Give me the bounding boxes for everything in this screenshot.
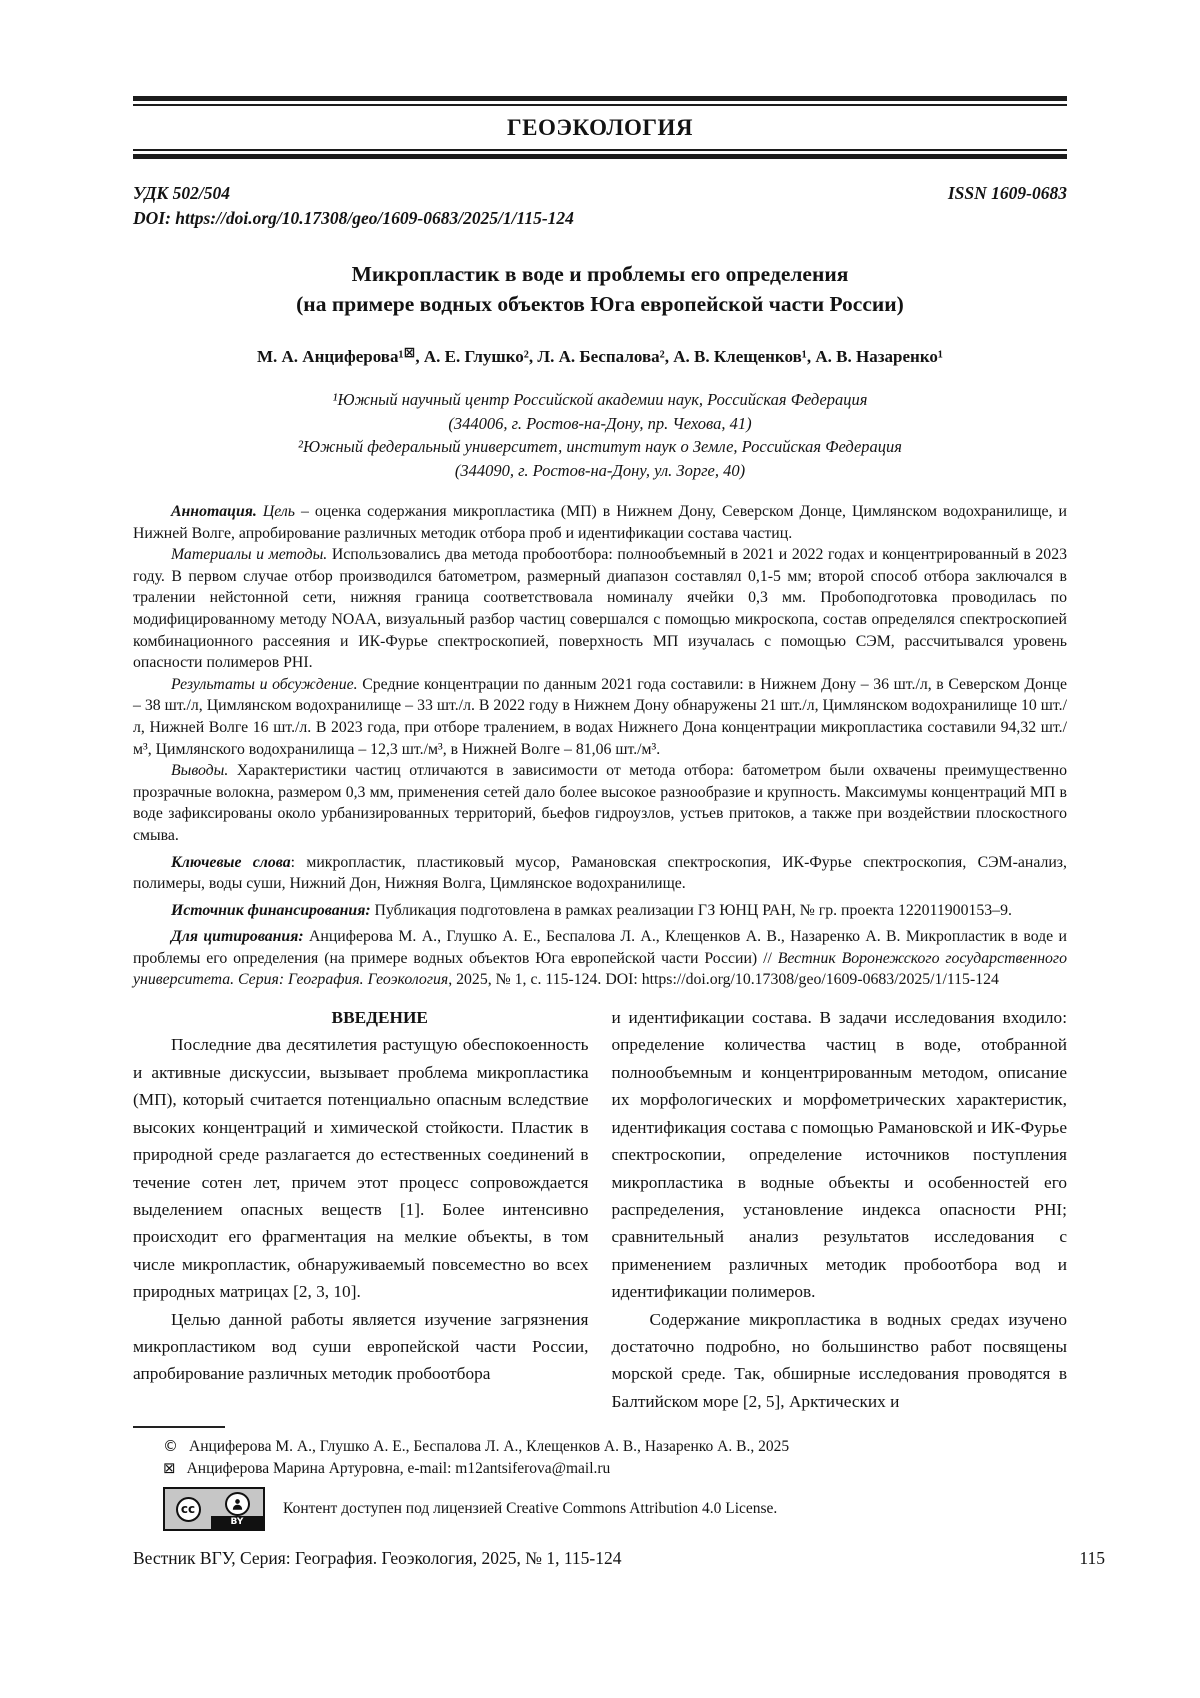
abstract-paragraph-results (133, 674, 1067, 760)
page-number: 115 (1079, 1548, 1105, 1569)
abstract-sublabel: Цель (256, 503, 295, 520)
article-title (133, 259, 1067, 319)
udk-label: УДК 502/504 (133, 183, 231, 203)
page-footer (133, 1548, 1105, 1569)
intro-left-column (133, 1004, 589, 1415)
article-title-line2: (на примере водных объектов Юга европейской части России) (296, 292, 904, 316)
cc-badge-right (211, 1489, 263, 1529)
introduction-two-columns (133, 1004, 1067, 1415)
authors-rest: , А. Е. Глушко², Л. А. Беспалова², А. В. Клещенков¹, А. В. Назаренко¹ (415, 347, 943, 366)
license-text: Контент доступен под лицензией Creative Commons Attribution 4.0 License. (283, 1500, 778, 1518)
author-first: М. А. Анциферова¹ (256, 347, 404, 366)
abstract-label: Выводы. (171, 762, 229, 780)
affiliation-line: ¹Южный научный центр Российской академии наук, Российская Федерация (332, 390, 868, 409)
intro-paragraph: Содержание микропластика в водных средах изучено достаточно подробно, но большинство работ посвящены морской среде. Так, обширные исследования проводятся в Балтийском море [2, 5], Арктических и (611, 1309, 1067, 1411)
citation-text: Анциферова М. А., Глушко А. Е., Беспалова Л. А., Клещенков А. В., Назаренко А. В. Микропластик в воде и проблемы его определения (на примере водных объектов Юга европейской части России) // (133, 928, 1067, 967)
copyright-icon: © (163, 1437, 178, 1456)
abstract-label: Материалы и методы. (171, 546, 328, 564)
footnote-separator (133, 1426, 225, 1428)
abstract-section (133, 501, 1067, 991)
cc-badge-left (165, 1489, 211, 1529)
copyright-text: Анциферова М. А., Глушко А. Е., Беспалова Л. А., Клещенков А. В., Назаренко А. В., 2025 (189, 1438, 790, 1456)
corresponding-author-line (133, 1459, 1067, 1478)
citation-text-tail[interactable]: , 2025, № 1, с. 115-124. DOI: https://doi.org/10.17308/geo/1609-0683/2025/1/115-124 (448, 971, 999, 989)
journal-citation-footer: Вестник ВГУ, Серия: География. Геоэкология, 2025, № 1, 115-124 (133, 1548, 622, 1569)
affiliation-block (133, 388, 1067, 482)
abstract-paragraph-goal (133, 501, 1067, 544)
funding-text: Публикация подготовлена в рамках реализации ГЗ ЮНЦ РАН, № гр. проекта 122011900153–9. (370, 901, 1012, 919)
introduction-heading: ВВЕДЕНИЕ (331, 1008, 428, 1028)
section-title: ГЕОЭКОЛОГИЯ (507, 115, 693, 140)
cc-by-badge (163, 1487, 265, 1531)
abstract-paragraph-conclusions (133, 760, 1067, 846)
corresponding-author-email[interactable]: Анциферова Марина Артуровна, e-mail: m12antsiferova@mail.ru (186, 1460, 611, 1478)
doi-line[interactable]: DOI: https://doi.org/10.17308/geo/1609-0683/2025/1/115-124 (133, 208, 574, 228)
affiliation-line: (344006, г. Ростов-на-Дону, пр. Чехова, 41) (448, 413, 752, 433)
abstract-text: – оценка содержания микропластика (МП) в Нижнем Дону, Северском Донце, Цимлянском водохранилище, и Нижней Волге, апробирование различных методик отбора проб и идентификации состава частиц. (133, 503, 1067, 542)
keywords-label: Ключевые слова (171, 853, 291, 871)
abstract-text: Средние концентрации по данным 2021 года составили: в Нижнем Дону – 36 шт./л, в Северском Донце – 38 шт./л, Цимлянском водохранилище – 33 шт./л. В 2022 году в Нижнем Дону обнаружены 21 шт./л, Цимлянском водохранилище 10 шт./л, Нижней Волге 16 шт./л. В 2023 года, при отборе тралением, в водах Нижнего Дона концентрации микропластика составили 94,32 шт./м³, Цимлянского водохранилища – 12,3 шт./м³, в Нижней Волге – 81,06 шт./м³. (133, 675, 1068, 758)
abstract-text: Характеристики частиц отличаются в зависимости от метода отбора: батометром были охвачены преимущественно прозрачные волокна, размером 0,3 мм, применения сетей дало более высокое разнообразие и крупность. Максимумы концентраций МП в воде зафиксированы около урбанизированных территорий, бьефов гидроузлов, устьев притоков, а также при воздействии плоскостного смыва. (133, 762, 1067, 844)
funding-paragraph (133, 900, 1067, 922)
intro-paragraph: и идентификации состава. В задачи исследования входило: определение количества частиц в воде, отобранной полнообъемным и концентрированным методом, описание их морфологических и морфометрических характеристик, идентификация состава с помощью Рамановской и ИК-Фурье спектроскопии, определение источников поступления микропластика в водные объекты и особенностей его распределения, установление индекса опасности PHI; сравнительный анализ результатов исследования с применением различных методик пробоотбора вод и идентификации полимеров. (611, 1008, 1067, 1302)
citation-journal-italic: Вестник Воронежского государственного университета. Серия: География. Геоэкология (133, 949, 1067, 989)
issn-label: ISSN 1609-0683 (947, 183, 1067, 203)
by-label: BY (211, 1516, 263, 1529)
citation-paragraph (133, 926, 1067, 991)
header-double-rule-top (133, 96, 1067, 106)
article-title-line1: Микропластик в воде и проблемы его определения (351, 262, 849, 286)
funding-label: Источник финансирования: (171, 901, 371, 919)
abstract-label: Результаты и обсуждение. (171, 675, 358, 693)
affiliation-line: (344090, г. Ростов-на-Дону, ул. Зорге, 40) (454, 460, 746, 480)
corresponding-envelope-icon: ⊠ (403, 345, 416, 361)
abstract-label: Аннотация. (171, 503, 257, 520)
keywords-text: : микропластик, пластиковый мусор, Рамановская спектроскопия, ИК-Фурье спектроскопия, СЭМ-анализ, полимеры, воды суши, Нижний Дон, Нижняя Волга, Цимлянское водохранилище. (133, 853, 1067, 893)
intro-paragraph: Последние два десятилетия растущую обеспокоенность и активные дискуссии, вызывает проблема микропластика (МП), который считается потенциально опасным вследствие высоких концентраций и химической стойкости. Пластик в природной среде разлагается до естественных соединений в течение сотен лет, причем этот процесс сопровождается выделением опасных веществ [1]. Более интенсивно происходит его фрагментация на мелкие объекты, в том числе микропластик, обнаруживаемый повсеместно во всех природных матрицах [2, 3, 10]. (133, 1035, 589, 1302)
citation-label: Для цитирования: (171, 928, 304, 946)
authors-line (133, 346, 1067, 367)
copyright-line (133, 1437, 1067, 1456)
header-double-rule-bottom (133, 149, 1067, 159)
keywords-paragraph (133, 852, 1067, 895)
abstract-paragraph-methods (133, 544, 1067, 674)
intro-right-column (612, 1004, 1068, 1415)
affiliation-line: ²Южный федеральный университет, институт наук о Земле, Российская Федерация (298, 437, 902, 456)
license-line (133, 1487, 1067, 1531)
intro-paragraph: Целью данной работы является изучение загрязнения микропластиком вод суши европейской части России, апробирование различных методик пробоотбора (133, 1309, 589, 1384)
cc-icon: cc (176, 1497, 201, 1522)
abstract-text: Использовались два метода пробоотбора: полнообъемный в 2021 и 2022 годах и концентрированный в 2023 году. В первом случае отбор производился батометром, размерный диапазон составлял 0,1-5 мм; второй способ отбора заключался в тралении нейстонной сети, нижняя граница соответствовала номиналу ячейки 0,3 мм. Пробоподготовка проводилась по модифицированному методу NOAA, визуальный разбор частиц совершался с помощью микроскопа, состав определялся спектроскопией комбинационного рассеяния и ИК-Фурье спектроскопией, поверхность МП изучалась с помощью СЭМ, рассчитывался уровень опасности полимеров PHI. (133, 546, 1068, 672)
footnote-block (133, 1426, 1067, 1531)
envelope-icon: ⊠ (163, 1459, 176, 1478)
attribution-person-icon (225, 1492, 250, 1516)
journal-page (133, 0, 1105, 1569)
udk-issn-row (133, 183, 1067, 204)
